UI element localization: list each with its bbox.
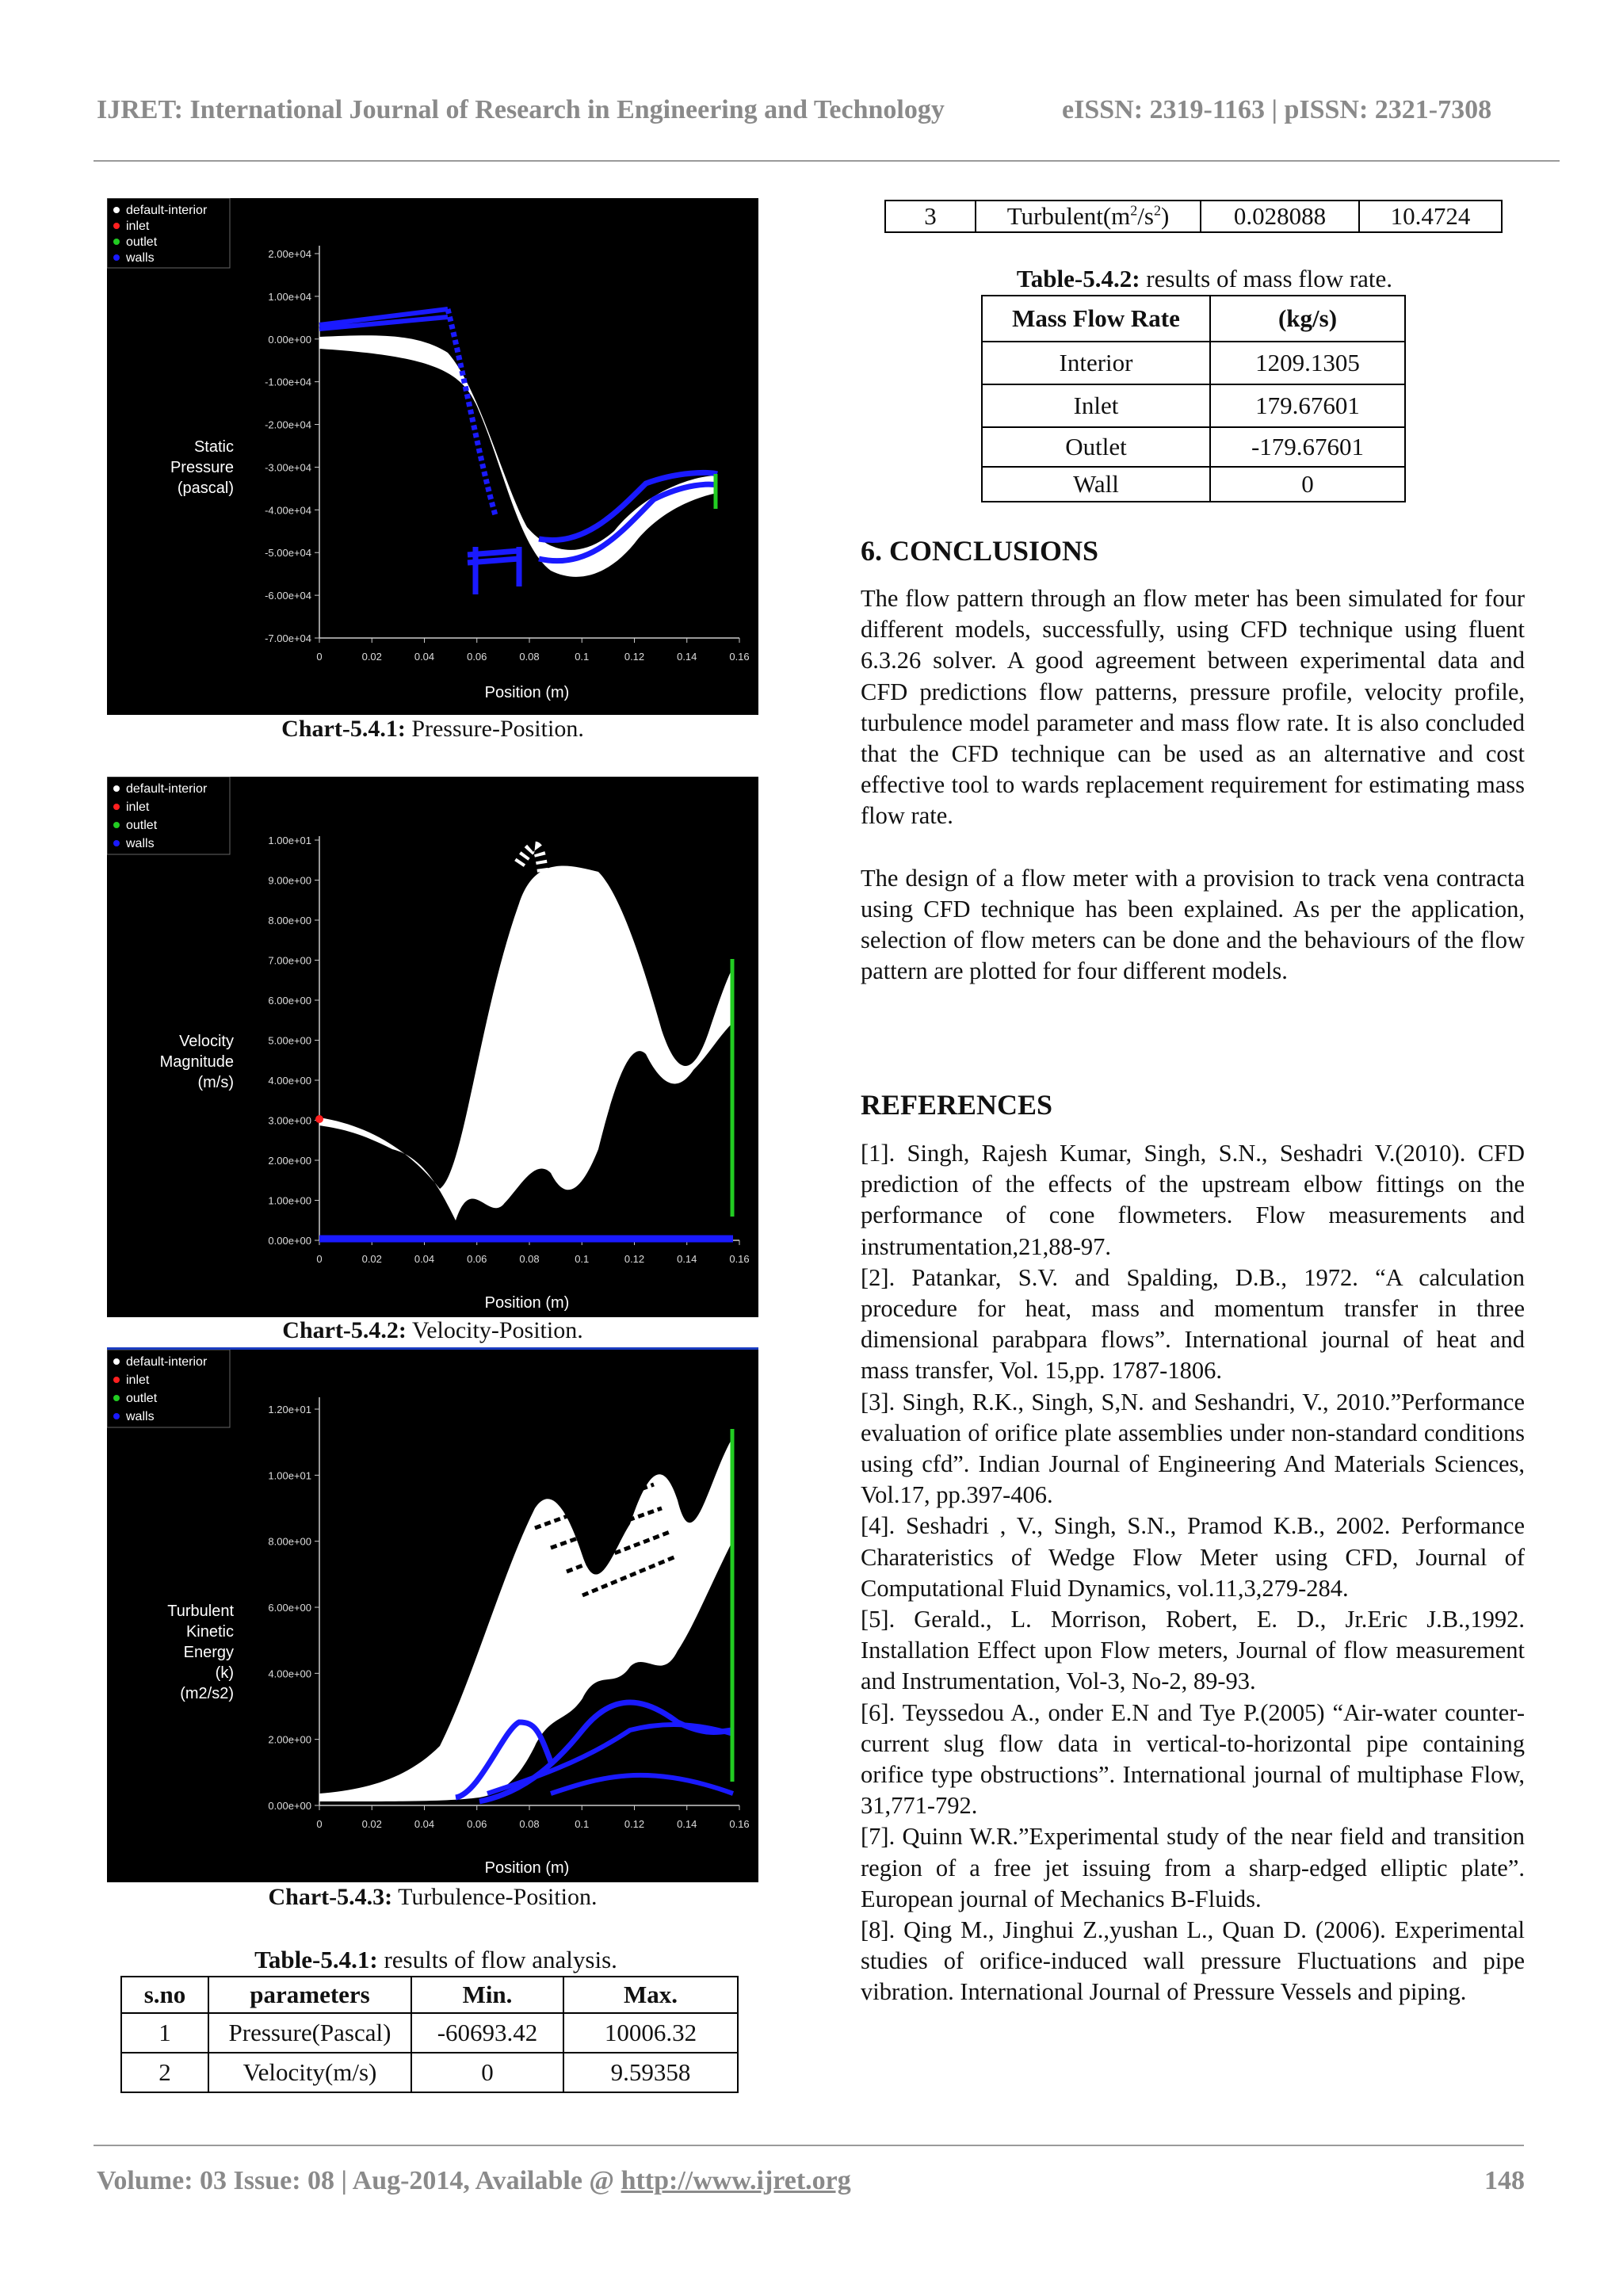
x-axis-label: Position (m) bbox=[484, 1294, 570, 1312]
chart1-caption-label: Chart-5.4.1: bbox=[281, 716, 406, 742]
conclusions-paragraph: The flow pattern through an flow meter has been simulated for four different models, successfully, using CFD technique using fluent 6.3.26 solver. A good agreement between experimental data and CFD predictions flow patterns, pressure profile, velocity profile, turbulence model parameter and mass flow rate. It is also concluded that the CFD technique can be used as an alternative and cost effective tool to wards replacement requirement for estimating mass flow rate. bbox=[861, 585, 1525, 830]
legend-marker-inlet bbox=[113, 223, 120, 229]
x-tick-label: 0 bbox=[316, 1253, 323, 1265]
x-tick-label: 0.1 bbox=[575, 1253, 590, 1265]
chart2-caption bbox=[107, 1317, 758, 1344]
y-axis-label-line: (m/s) bbox=[197, 1074, 234, 1091]
table-cell: 0 bbox=[1210, 467, 1405, 502]
pressure-chart-canvas bbox=[107, 198, 758, 715]
reference-item: [1]. Singh, Rajesh Kumar, Singh, S.N., Seshadri V.(2010). CFD prediction of the effects of the upstream elbow fittings on the performance of cone flowmeters. Flow measurements and instrumentation,21,88-97. bbox=[861, 1140, 1525, 1260]
y-tick-label: -3.00e+04 bbox=[265, 461, 311, 474]
legend-label: walls bbox=[126, 1410, 155, 1423]
x-tick-label: 0.12 bbox=[624, 651, 645, 663]
reference-item: [2]. Patankar, S.V. and Spalding, D.B., 1972. “A calculation procedure for heat, mass and momentum transfer in three dimensional parabpara flows”. International journal of heat and mass transfer, Vol. 15,pp. 1787-1806. bbox=[861, 1263, 1525, 1385]
reference-item: [6]. Teyssedou A., onder E.N and Tye P.(2005) “Air-water counter-current slug flow data in vertical-to-horizontal pipe containing orifice type obstructions”. International journal of multiphase Flow, 31,771-792. bbox=[861, 1698, 1525, 1820]
y-axis-label-line: Velocity bbox=[179, 1033, 234, 1050]
reference-item: [3]. Singh, R.K., Singh, S,N. and Seshandri, V., 2010.”Performance evaluation of orifice plate assemblies under non-standard conditions using cfd”. Indian Journal of Engineering And Materials Sciences, Vol.17, pp.397-406. bbox=[861, 1388, 1525, 1509]
references-heading: REFERENCES bbox=[861, 1089, 1053, 1121]
y-tick-label: 2.00e+00 bbox=[268, 1733, 311, 1746]
table-header-row bbox=[982, 296, 1405, 342]
axis-ticks bbox=[265, 248, 750, 663]
y-axis-label-line: Magnitude bbox=[159, 1053, 234, 1071]
table-row bbox=[121, 2053, 738, 2092]
y-tick-label: 2.00e+04 bbox=[268, 248, 311, 260]
wall-series-line bbox=[319, 309, 448, 329]
reference-item: [7]. Quinn W.R.”Experimental study of the near field and transition region of a free jet issuing from a sharp-edged elliptic plate”. European journal of Mechanics B-Fluids. bbox=[861, 1823, 1525, 1912]
column-header: Min. bbox=[411, 1977, 563, 2013]
legend-label: default-interior bbox=[126, 1355, 208, 1369]
legend-marker-interior bbox=[113, 207, 120, 213]
x-tick-label: 0.16 bbox=[729, 1253, 750, 1265]
x-tick-label: 0.02 bbox=[361, 1253, 382, 1265]
y-axis-label-line: Kinetic bbox=[185, 1623, 234, 1641]
y-axis-label-line: Turbulent bbox=[167, 1603, 234, 1620]
table-row bbox=[982, 384, 1405, 427]
velocity-chart-canvas bbox=[107, 777, 758, 1317]
y-tick-label: 6.00e+00 bbox=[268, 1602, 311, 1614]
x-axis-label: Position (m) bbox=[484, 684, 570, 701]
y-tick-label: 4.00e+00 bbox=[268, 1075, 311, 1087]
chart1-caption-text: Pressure-Position. bbox=[405, 716, 584, 742]
x-tick-label: 0.08 bbox=[519, 1253, 540, 1265]
reference-item: [5]. Gerald., L. Morrison, Robert, E. D., Jr.Eric J.B.,1992. Installation Effect upon Flow meters, Journal of flow measurement and Instrumentation, Vol-3, No-2, 89-93. bbox=[861, 1606, 1525, 1695]
table-cell: $Turbulent(m^2/s^2)$ bbox=[976, 201, 1201, 232]
x-tick-label: 0.04 bbox=[414, 1818, 435, 1830]
chart2-caption-label: Chart-5.4.2: bbox=[282, 1317, 407, 1343]
legend-label: default-interior bbox=[126, 782, 208, 796]
turbulence-data-band bbox=[319, 1437, 733, 1801]
y-tick-label: 3.00e+00 bbox=[268, 1114, 311, 1127]
y-tick-label: -2.00e+04 bbox=[265, 418, 311, 431]
table542-caption-text: results of mass flow rate. bbox=[1140, 265, 1393, 292]
y-tick-label: 1.00e+01 bbox=[268, 1469, 311, 1482]
footer-divider bbox=[94, 2145, 1524, 2146]
table-mass-flow bbox=[981, 295, 1406, 502]
y-tick-label: 2.00e+00 bbox=[268, 1155, 311, 1167]
chart-pressure-position bbox=[107, 198, 758, 715]
x-tick-label: 0.02 bbox=[361, 1818, 382, 1830]
x-tick-label: 0 bbox=[316, 1818, 323, 1830]
chart2-caption-text: Velocity-Position. bbox=[406, 1317, 583, 1343]
table541-caption-text: results of flow analysis. bbox=[377, 1946, 617, 1973]
chart1-caption bbox=[107, 716, 758, 743]
x-tick-label: 0.08 bbox=[519, 1818, 540, 1830]
x-tick-label: 0.06 bbox=[467, 651, 487, 663]
conclusions-heading: 6. CONCLUSIONS bbox=[861, 535, 1099, 567]
y-tick-label: 9.00e+00 bbox=[268, 874, 311, 887]
y-tick-label: -1.00e+04 bbox=[265, 376, 311, 388]
column-header: Mass Flow Rate bbox=[982, 296, 1210, 342]
pressure-data-band bbox=[319, 335, 717, 577]
table-cell: Velocity(m/s) bbox=[208, 2053, 411, 2092]
table-cell: -60693.42 bbox=[411, 2013, 563, 2053]
table542-caption bbox=[919, 265, 1490, 293]
table-flow-analysis bbox=[120, 1976, 739, 2093]
y-tick-label: -4.00e+04 bbox=[265, 504, 311, 517]
footer-volume: Volume: 03 Issue: 08 | Aug-2014, Available @ http://www.ijret.org bbox=[97, 2166, 851, 2195]
table-cell: Wall bbox=[982, 467, 1210, 502]
column-header: Max. bbox=[563, 1977, 738, 2013]
chart-velocity-position bbox=[107, 777, 758, 1317]
x-tick-label: 0.08 bbox=[519, 651, 540, 663]
y-axis-label-line: Static bbox=[193, 438, 234, 456]
y-tick-label: 8.00e+00 bbox=[268, 915, 311, 926]
column-header: (kg/s) bbox=[1210, 296, 1405, 342]
y-tick-label: 8.00e+00 bbox=[268, 1535, 311, 1548]
x-tick-label: 0.1 bbox=[575, 651, 590, 663]
table-row bbox=[982, 467, 1405, 502]
wall-series-line bbox=[448, 309, 495, 515]
table-cell: -179.67601 bbox=[1210, 427, 1405, 467]
chart-legend bbox=[107, 1350, 230, 1427]
chart3-caption bbox=[107, 1884, 758, 1911]
x-axis-label: Position (m) bbox=[484, 1859, 570, 1877]
y-tick-label: 7.00e+00 bbox=[268, 954, 311, 967]
legend-label: outlet bbox=[126, 235, 158, 249]
legend-label: outlet bbox=[126, 1392, 158, 1405]
table-row bbox=[982, 342, 1405, 384]
table-row bbox=[121, 2013, 738, 2053]
table-cell: 0.028088 bbox=[1201, 201, 1359, 232]
y-tick-label: 1.00e+04 bbox=[268, 290, 311, 303]
table-header-row bbox=[121, 1977, 738, 2013]
wall-series-line bbox=[551, 1775, 733, 1794]
table-cell: 10006.32 bbox=[563, 2013, 738, 2053]
y-tick-label: 6.00e+00 bbox=[268, 995, 311, 1007]
chart-turbulence-position bbox=[107, 1347, 758, 1882]
chart3-caption-text: Turbulence-Position. bbox=[392, 1884, 598, 1910]
x-tick-label: 0.02 bbox=[361, 651, 382, 663]
x-tick-label: 0.14 bbox=[677, 651, 697, 663]
legend-label: outlet bbox=[126, 819, 158, 832]
y-tick-label: 0.00e+00 bbox=[268, 333, 311, 346]
x-tick-label: 0.14 bbox=[677, 1253, 697, 1265]
journal-header: IJRET: International Journal of Research in Engineering and Technology bbox=[97, 95, 945, 124]
table541-caption bbox=[119, 1946, 753, 1974]
y-tick-label: 4.00e+00 bbox=[268, 1668, 311, 1680]
x-tick-label: 0.06 bbox=[467, 1253, 487, 1265]
table-row bbox=[982, 427, 1405, 467]
x-tick-label: 0 bbox=[316, 651, 323, 663]
column-header: s.no bbox=[121, 1977, 208, 2013]
y-axis-label-line: (k) bbox=[215, 1664, 234, 1682]
chart-legend bbox=[107, 198, 230, 268]
y-axis-label-line: Pressure bbox=[170, 459, 234, 476]
chart-legend bbox=[107, 777, 230, 854]
y-tick-label: 1.20e+01 bbox=[268, 1404, 311, 1415]
conclusions-body bbox=[861, 583, 1525, 987]
y-tick-label: -5.00e+04 bbox=[265, 547, 311, 560]
table-cell: Outlet bbox=[982, 427, 1210, 467]
column-header: parameters bbox=[208, 1977, 411, 2013]
legend-label: walls bbox=[126, 837, 155, 850]
x-tick-label: 0.04 bbox=[414, 651, 435, 663]
x-tick-label: 0.12 bbox=[624, 1253, 645, 1265]
table-row bbox=[885, 201, 1502, 232]
legend-marker-walls bbox=[113, 254, 120, 261]
y-tick-label: 0.00e+00 bbox=[268, 1800, 311, 1812]
table-cell: 10.4724 bbox=[1359, 201, 1502, 232]
table541-caption-label: Table-5.4.1: bbox=[254, 1946, 378, 1973]
chart3-caption-label: Chart-5.4.3: bbox=[268, 1884, 393, 1910]
table-cell: Pressure(Pascal) bbox=[208, 2013, 411, 2053]
turbulence-chart-canvas bbox=[107, 1350, 758, 1882]
x-tick-label: 0.14 bbox=[677, 1818, 697, 1830]
x-tick-label: 0.16 bbox=[729, 651, 750, 663]
x-tick-label: 0.1 bbox=[575, 1818, 590, 1830]
table-cell: 3 bbox=[885, 201, 976, 232]
conclusions-paragraph: The design of a flow meter with a provision to track vena contracta using CFD technique has been explained. As per the application, selection of flow meters can be done and the behaviours of the flow pattern are plotted for four different models. bbox=[861, 864, 1525, 985]
y-tick-label: 5.00e+00 bbox=[268, 1034, 311, 1047]
table-cell: 2 bbox=[121, 2053, 208, 2092]
x-tick-label: 0.06 bbox=[467, 1818, 487, 1830]
wall-series-line bbox=[468, 547, 519, 594]
legend-label: walls bbox=[126, 251, 155, 265]
legend-label: inlet bbox=[126, 800, 150, 814]
table-cell: 1 bbox=[121, 2013, 208, 2053]
legend-marker-outlet bbox=[113, 239, 120, 245]
x-tick-label: 0.12 bbox=[624, 1818, 645, 1830]
reference-item: [4]. Seshadri , V., Singh, S.N., Pramod K.B., 2002. Performance Charateristics of Wedge Flow Meter using CFD, Journal of Computational Fluid Dynamics, vol.11,3,279-284. bbox=[861, 1512, 1525, 1602]
y-tick-label: -7.00e+04 bbox=[265, 632, 311, 644]
table-cell: 179.67601 bbox=[1210, 384, 1405, 427]
table-cell: Inlet bbox=[982, 384, 1210, 427]
legend-label: inlet bbox=[126, 220, 150, 233]
y-axis-label-line: (pascal) bbox=[177, 479, 234, 497]
inlet-marker bbox=[315, 1115, 323, 1123]
legend-label: inlet bbox=[126, 1373, 150, 1387]
y-axis-label-line: Energy bbox=[183, 1644, 234, 1661]
x-tick-label: 0.16 bbox=[729, 1818, 750, 1830]
references-list bbox=[861, 1138, 1525, 2008]
page-number: 148 bbox=[1484, 2166, 1525, 2195]
issn-header: eISSN: 2319-1163 | pISSN: 2321-7308 bbox=[1062, 95, 1492, 124]
table-flow-analysis-continued bbox=[884, 200, 1503, 233]
y-axis-label-line: (m2/s2) bbox=[180, 1685, 234, 1702]
table-cell: 9.59358 bbox=[563, 2053, 738, 2092]
y-tick-label: 1.00e+01 bbox=[268, 835, 311, 846]
reference-item: [8]. Qing M., Jinghui Z.,yushan L., Quan D. (2006). Experimental studies of orifice-induced wall pressure Fluctuations and pipe vibration. International Journal of Pressure Vessels and piping. bbox=[861, 1916, 1525, 2006]
y-tick-label: 1.00e+00 bbox=[268, 1194, 311, 1207]
velocity-data-band bbox=[319, 865, 733, 1221]
y-tick-label: -6.00e+04 bbox=[265, 590, 311, 602]
table-cell: 0 bbox=[411, 2053, 563, 2092]
table-cell: Interior bbox=[982, 342, 1210, 384]
y-tick-label: 0.00e+00 bbox=[268, 1235, 311, 1247]
x-tick-label: 0.04 bbox=[414, 1253, 435, 1265]
table542-caption-label: Table-5.4.2: bbox=[1016, 265, 1140, 292]
header-divider bbox=[94, 160, 1560, 162]
legend-label: default-interior bbox=[126, 204, 208, 217]
table-cell: 1209.1305 bbox=[1210, 342, 1405, 384]
journal-link[interactable]: http://www.ijret.org bbox=[621, 2166, 851, 2195]
